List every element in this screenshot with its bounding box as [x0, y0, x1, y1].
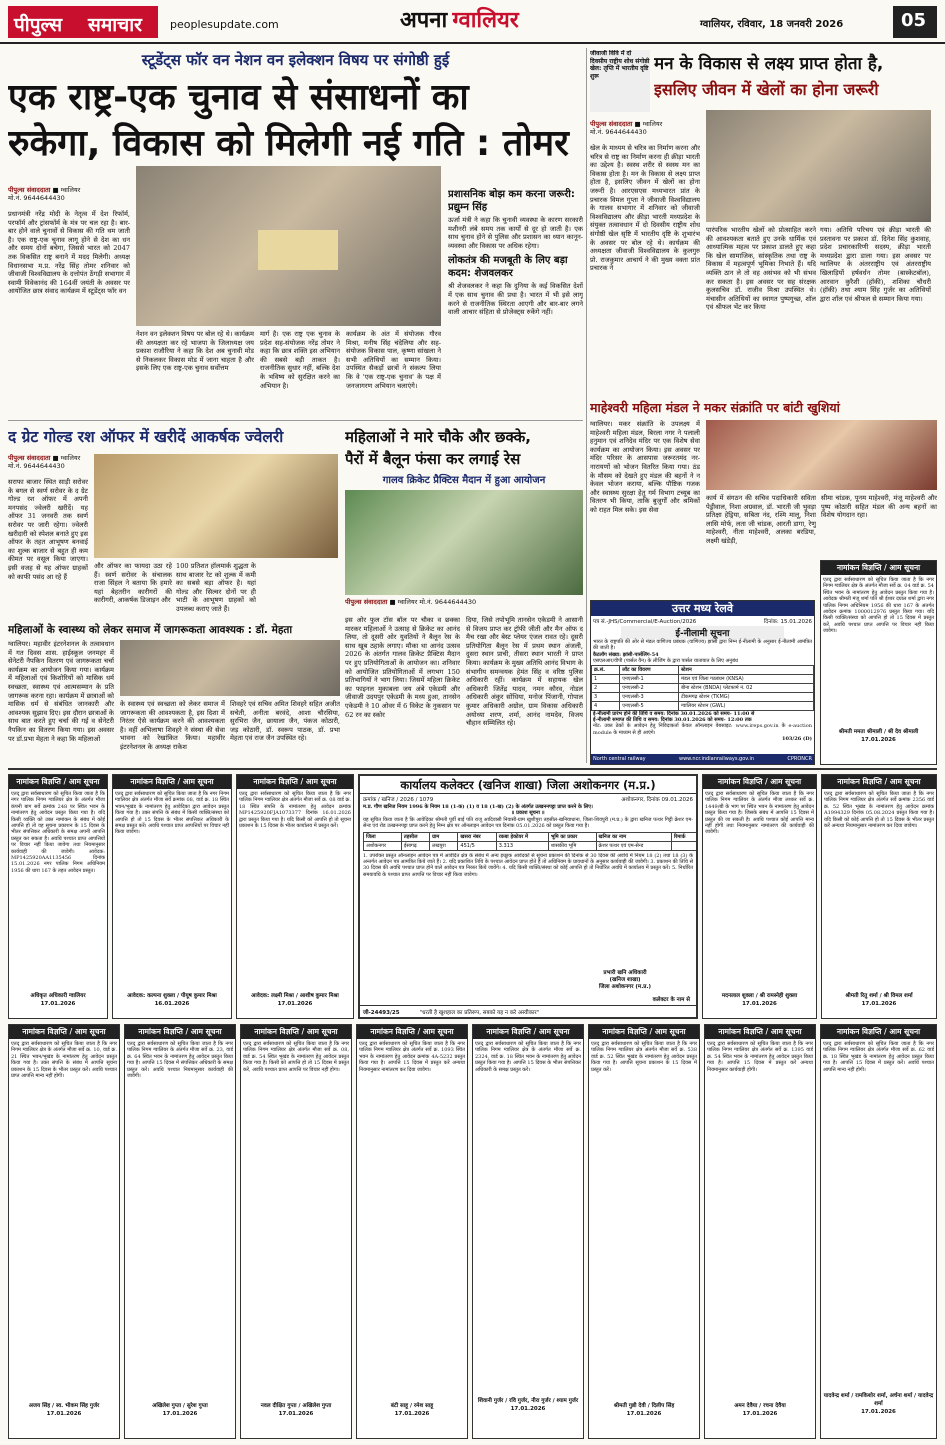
notice-date: 17.01.2026	[742, 1001, 777, 1007]
health-headline: महिलाओं के स्वास्थ्य को लेकर समाज में जागरूकता आवश्यक : डॉ. मेहता	[8, 624, 293, 636]
notice-body: एतद् द्वारा सर्वसाधारण को सूचित किया जाता है कि नगर पालिक निगम ग्वालियर के अंतर्गत मौजा सर्वे क्र. 23, वार्ड क्र. 64 स्थित भवन के नामांतरण हेतु आवेदन प्रस्तुत किया गया है। आपत्ति 15 दिवस में संपत्तिकर अधिकारी के समक्ष प्रस्तुत करें। अवधि पश्चात नियमानुसार कार्यवाही की जावेगी।	[127, 1041, 233, 1080]
notice-title: नामांकन विज्ञप्ति / आम सूचना	[9, 1025, 119, 1039]
notice-title: नामांकन विज्ञप्ति / आम सूचना	[822, 775, 936, 789]
jewellery-byline: पीपुल्स संवाददाता ■ ग्वालियर मो.नं. 9644644430	[8, 454, 81, 470]
ch-0: जिला	[364, 832, 402, 841]
lead-headline-1: एक राष्ट्र-एक चुनाव से संसाधनों का	[8, 77, 469, 118]
cell: एनएलसी-1	[620, 674, 679, 683]
collector-sign-dept: (खनिज शाखा)	[609, 977, 641, 983]
cell: शासकीय भूमि	[548, 841, 596, 850]
collector-sign-by: कलेक्टर के नाम से	[652, 997, 690, 1003]
cell: बीना स्टेशन (BNDA) प्लेटफार्म नं. 02	[679, 683, 814, 692]
collector-table-header	[364, 832, 697, 841]
collector-table	[363, 832, 697, 851]
collector-sign-place: जिला अशोकनगर (म.प्र.)	[598, 984, 652, 990]
notice-body: एतद् द्वारा सर्वसाधारण को सूचित किया जाता है कि नगर पालिक निगम ग्वालियर क्षेत्र अंतर्गत सर्वे क्र. 1093 स्थित भवन के नामांतरण हेतु आवेदन क्रमांक 4A-5232 प्रस्तुत किया गया है। आपत्ति 15 दिवस में प्रस्तुत करें अन्यथा नियमानुसार नामांतरण कर दिया जावेगा।	[359, 1041, 465, 1073]
rh-0: क्र.सं.	[592, 665, 620, 674]
jewellery-byline-name: पीपुल्स संवाददाता	[8, 454, 51, 462]
notice-bottom-6	[704, 1024, 816, 1439]
notice-date: 16.01.2026	[154, 1001, 190, 1007]
notice-sign: यादवेन्द्र शर्मा / रामकिशोर शर्मा, अर्चना शर्मा / यादवेन्द्र शर्मा	[823, 1393, 934, 1407]
railway-footer-left: North central railway	[593, 756, 646, 762]
cell: ग्वालियर स्टेशन (GWL)	[679, 701, 814, 710]
lead-col-4: कार्यक्रम के अंत में संयोजक गौरव मिश्रा, मनीष सिंह चंदेलिया और सह-संयोजक विकास पाल, कृष्णा सांखला ने सभी अतिथियों का सम्मान किया। उपस्थित सैकड़ों छात्रों ने संकल्प लिया कि वे 'एक राष्ट्र-एक चुनाव' के पक्ष में जनजागरण अभियान चलाएंगे।	[346, 330, 441, 390]
table-row	[592, 692, 814, 701]
notice-date: 17.01.2026	[510, 1406, 546, 1412]
sankranti-photo	[706, 420, 937, 490]
cricket-col-1: इस ओर फुल टॉस बॉल पर चौका व छक्का मारकर महिलाओं ने उत्साह से क्रिकेट का आनंद लिया, तो दूसरी ओर युवतियों ने बैलून रेस के साथ खूब ठहाके लगाए। मौका था आनंद उत्सव 2026 के अंतर्गत गालव क्रिकेट प्रैक्टिस मैदान पर हुए प्रतियोगिताओं के आयोजन का। शनिवार को आयोजित प्रतियोगिताओं में लगभग 150 प्रतिभागियों ने भाग लिया। जिसमें महिला क्रिकेट का फाइनल मुकाबला जय अंबे एकेडमी और जीवाजी उदयपुर एकेडमी के मध्य हुआ, तानसेन एकेडमी ने 10 ओवर में 6 विकेट के नुकसान पर 62 रन का स्कोर	[345, 616, 460, 719]
sports-headline-2: इसलिए जीवन में खेलों का होना जरूरी	[654, 80, 879, 99]
sankranti-headline: माहेश्वरी महिला मंडल ने मकर संक्रांति पर बांटी खुशियां	[590, 400, 840, 415]
notice-body: एतद् द्वारा सर्वसाधारण को सूचित किया जाता है कि नगर पालिक निगम ग्वालियर क्षेत्र अंतर्गत मौजा सर्वे क्र. 538 वार्ड क्र. 52 स्थित भूखंड के नामांतरण हेतु आवेदन प्रस्तुत किया गया है। आपत्ति सूचना प्रकाशन के 15 दिवस में प्रस्तुत करें।	[591, 1041, 697, 1073]
cell: 3.313	[496, 841, 548, 850]
cricket-photo	[345, 490, 583, 595]
notice-title: नामांकन विज्ञप्ति / आम सूचना	[125, 1025, 235, 1039]
lead-byline: पीपुल्स संवाददाता ■ ग्वालियर मो.नं. 9644644430	[8, 186, 81, 202]
sidebar-text-1: ऊर्जा मंत्री ने कहा कि चुनावी व्यवस्था के कारण सरकारी मशीनरी लंबे समय तक कार्यों से दूर हो जाती है। एक साथ चुनाव होने से पुलिस और प्रशासन का ध्यान कानून-व्यवस्था और विकास पर अधिक रहेगा।	[448, 216, 583, 250]
notice-body: एतद् द्वारा सर्वसाधारण को सूचित किया जाता है कि नगर पालिक निगम ग्वालियर क्षेत्र अंतर्गत सर्वे क्र. 1395 वार्ड क्र. 54 स्थित भवन के नामांतरण हेतु आवेदन प्रस्तुत किया गया है। आपत्ति 15 दिवस में प्रस्तुत करें अन्यथा नियमानुसार कार्यवाही होगी।	[707, 1041, 813, 1073]
notice-date: 17.01.2026	[277, 1001, 313, 1007]
lead-story	[8, 48, 583, 418]
railway-notice	[590, 600, 815, 765]
health-col-3: शिवहरे एवं सचिव अमित शिवहरे सहित अजीत सचेती, अनीता बरवंदे, आशा चौरसिया, सुरभिरा जैन, छायाला जैन, पंकज कोठारी, जड़ कोठारी, डॉ. स्वरूप पाठक, डॉ. प्रभा मेहता एवं राज जैन उपस्थित रहे।	[230, 700, 340, 743]
notice-title: नामांकन विज्ञप्ति / आम सूचना	[703, 775, 816, 789]
sports-col-2: पारंपरिक भारतीय खेलों को प्रोत्साहित करने की आवश्यकता बताते हुए उनके धार्मिक एवं आध्यात्मिक महत्व पर प्रकाश डालते हुए कहा कि खेल सामाजिक, सांस्कृतिक तथा राष्ट्र के विकास में महत्वपूर्ण भूमिका निभाते हैं। यदि व्यक्ति ठान ले तो वह असंभव को भी संभव कर सकता है। इस अवसर पर सह संरक्षक कुलसचिव डॉ. राजीव मिश्रा उपस्थित थे। मंचासीन अतिथियों का स्वागत पुष्पगुच्छ, शॉल एवं श्रीफल भेंट कर किया	[706, 226, 816, 312]
notice-bottom-1	[124, 1024, 236, 1439]
cell: 3	[592, 692, 620, 701]
cell: 2	[592, 683, 620, 692]
notice-bottom-4	[472, 1024, 584, 1439]
notice-body: एतद् द्वारा सर्वसाधारण को सूचित किया जाता है कि नगर निगम ग्वालियर क्षेत्र अंतर्गत मौजा सर्वे क्रमांक 08, वार्ड क्र. 18 स्थित भवन/भूखंड के नामांतरण हेतु आवेदिका द्वारा आवेदन प्रस्तुत किया गया है। उक्त संपत्ति के संबंध में किसी व्यक्ति/संस्था को आपत्ति हो तो 15 दिवस के भीतर संपत्तिकर अधिकारी के समक्ष प्रस्तुत करें। अवधि पश्चात प्राप्त आपत्तियों पर विचार नहीं किया जावेगा।	[115, 791, 229, 836]
cell: एनएलसी-3	[620, 692, 679, 701]
notice-date: 17.01.2026	[46, 1411, 82, 1417]
notice-sign: अखिलेश गुप्ता / सुरेश गुप्ता	[152, 1403, 208, 1409]
health-story	[8, 622, 340, 764]
notice-bottom-7	[820, 1024, 937, 1439]
ch-2: ग्राम	[430, 832, 458, 841]
ch-7: रिमार्क	[671, 832, 696, 841]
notice-body: एतद् द्वारा सर्वसाधारण को सूचित किया जाता है कि नगर पालिक निगम ग्वालियर क्षेत्र अंतर्गत मौजा सर्वे क्र. 08, वार्ड क्र. 54 स्थित भूखंड के नामांतरण हेतु आवेदन प्रस्तुत किया गया है। किसी को आपत्ति हो तो 15 दिवस में प्रस्तुत करें, अवधि पश्चात प्राप्त आपत्ति पर विचार नहीं होगा।	[243, 1041, 349, 1073]
cricket-byline-name: पीपुल्स संवाददाता	[345, 598, 388, 606]
notice-date: 17.01.2026	[861, 1001, 897, 1007]
collector-title: कार्यालय कलेक्टर (खनिज शाखा) जिला अशोकनगर (म.प्र.)	[360, 776, 696, 794]
paper-name: पीपुल्स	[14, 14, 63, 36]
jewellery-col-3: 100 प्रतिशत हॉलमार्क शुद्धता के साथ बाजार रेट को शुल्क में कमी का सबसे बड़ा ऑफर है। यहां गोल्ड और सिल्वर दोनों पर ही भाटी के आभूषण ग्राहकों को उपलब्ध कराए जाते हैं।	[176, 562, 256, 613]
table-row	[592, 683, 814, 692]
railway-ref: पत्र सं.-JHS/Commercial/E-Auction/2026	[593, 619, 697, 625]
date-line: ग्वालियर, रविवार, 18 जनवरी 2026	[700, 19, 844, 30]
sankranti-col-2: कार्य में संगठन की सचिव पदाधिकारी सविता पेड्रीवाल, निशा अग्रवाल, डॉ. भारती जी भुवड़ा प्रतिक्षा हेड्रिया, सबिता नंद, रश्मि मालू, निशा लासि मोर्फ, लता जी चांडक, आरती डागा, रेणु माहेश्वरी, नीता माहेश्वरी, अलका बरडिया, लक्ष्मी खंडेड़ी,	[706, 494, 816, 545]
notice-sign: आवेदक: लक्ष्मी मिश्रा / आशीष कुमार मिश्रा	[251, 993, 339, 999]
cell: 451/5	[458, 841, 496, 850]
sports-byline-mobile: मो.नं. 9644644430	[590, 128, 647, 136]
cell: एनएलसी-5	[620, 701, 679, 710]
railway-date: दिनांक: 15.01.2026	[763, 619, 812, 625]
notice-date: 17.01.2026	[278, 1411, 314, 1417]
notice-title: नामांकन विज्ञप्ति / आम सूचना	[357, 1025, 467, 1039]
ch-3: खसरा नंबर	[458, 832, 496, 841]
sports-photo	[706, 110, 931, 222]
railway-close: ई-नीलामी समाप्त की तिथि व समय: दिनांक 30.01.2026 को समय- 12:00 तक	[593, 717, 752, 724]
notice-date: 17.01.2026	[742, 1411, 778, 1417]
website-link[interactable]: peoplesupdate.com	[170, 18, 279, 31]
notice-title: नामांकन विज्ञप्ति / आम सूचना	[705, 1025, 815, 1039]
sankranti-col-1: ग्वालियर। मकर संक्रांति के उपलक्ष्य में माहेश्वरी महिला मंडल, बिरला नगर ने पलाली हनुमान एवं शनिदेव मंदिर पर एक विशेष सेवा कार्यक्रम का आयोजन किया। इस अवसर पर मंदिर परिसर के आसपास जरूरतमंद नर-नारायणों को भोजन वितरित किया गया। ठंड के मौसम को देखते हुए मंडल की बहनों ने न केवल भोजन कराया, बल्कि पौष्टिक गजक और स्वास्थ्य सुरक्षा हेतु गर्म विभाग टच्यूब का वितरण भी किया, ताकि बुजुर्गों और श्रमिकों को राहत मिल सके। इस सेवा	[590, 420, 700, 514]
jewellery-headline: द ग्रेट गोल्ड रश ऑफर में खरीदें आकर्षक ज्वेलरी	[8, 428, 284, 446]
lead-photo	[136, 166, 441, 326]
masthead	[0, 0, 945, 44]
notice-sign: बंटी साहू / रमेश साहू	[390, 1403, 434, 1409]
notice-body: एतद् द्वारा सर्वसाधारण को सूचित किया जाता है कि नगर पालिक निगम ग्वालियर क्षेत्र अंतर्गत मौजा सर्वे क्र. 08 वार्ड क्र. 18 स्थित संपत्ति के नामांतरण हेतु आवेदन क्रमांक MP1425920FJA1073377 दिनांक 16.01.2026 द्वारा प्रस्तुत किया गया है। यदि किसी को आपत्ति हो तो सूचना प्रकाशन के 15 दिवस के भीतर कार्यालय में प्रस्तुत करें।	[239, 791, 351, 830]
notice-mid-3	[702, 774, 817, 1019]
sidebar-head-2: लोकतंत्र की मजबूती के लिए बड़ा कदम: शेजवलकर	[448, 255, 568, 280]
sankranti-story	[590, 398, 937, 560]
cell: लखपुरा	[430, 841, 458, 850]
lead-sidebar	[448, 188, 583, 418]
cricket-headline-2: पैरों में बैलून फंसा कर लगाई रेस	[345, 450, 521, 468]
notice-bottom-0	[8, 1024, 120, 1439]
ch-4: रकबा हेक्टेयर में	[496, 832, 548, 841]
notice-sign: श्रीमती गुन्नी देवी / दिलीप सिंह	[613, 1403, 675, 1409]
ch-5: भूमि का प्रकार	[548, 832, 596, 841]
cell: 4	[592, 701, 620, 710]
collector-date: अशोकनगर, दिनांक 09.01.2026	[621, 797, 693, 803]
collector-points: 1. उपरोक्त प्रस्तुत ऑनलाइन आवेदन पत्र में आवेदित क्षेत्र के संबंध में अन्य इच्छुक आवेदकों से सूचना प्रकाशन की दिनांक से 30 दिवस की अवधि में नियम 18 (2) तथा 18 (3) के अन्तर्गत आवेदन पत्र आमंत्रित किये जाते हैं। 2. यदि प्रकाशित तिथि के पश्चात आवेदन प्राप्त होते हैं तो अधिनियम के प्रावधानों के अनुसार कार्यवाही की जावेगी। 3. प्रकाशन की तिथि से 30 दिवस की अवधि पश्चात प्राप्त होने वाले आवेदन पत्र निरस्त किये जायेंगे। 4. यदि किसी व्यक्ति/संस्था को कोई आपत्ति हो तो निर्धारित अवधि में कार्यालय में प्रस्तुत करें। 5. निर्धारित समयावधि के पश्चात प्राप्त आपत्ति पर विचार नहीं किया जावेगा।	[363, 852, 693, 878]
table-row	[592, 674, 814, 683]
collector-ref-row	[360, 794, 696, 804]
health-col-2: के स्वास्थ्य एवं स्वच्छता को लेकर समाज में जागरूकता की आवश्यकता है, इस दिशा में निरंतर ऐसे कार्यक्रम करने की आवश्यकता है। वहीं अभिलाषा शिवहरे ने संस्था की सेवा भावना को रेखांकित किया। महावीर इंटरनेशनल के अध्यक्ष राकेश	[120, 700, 225, 751]
notice-date: 17.01.2026	[861, 737, 896, 743]
byline-name: पीपुल्स संवाददाता	[8, 186, 51, 194]
notice-body: एतद् द्वारा सर्वसाधारण को सूचित किया जाता है कि नगर पालिक निगम ग्वालियर क्षेत्र अंतर्गत मौजा सर्वे क्र. 62 वार्ड क्र. 18 स्थित भूखंड के नामांतरण हेतु आवेदन प्रस्तुत किया गया है। आपत्ति 15 दिवस में प्रस्तुत करें। अवधि पश्चात आपत्ति मान्य नहीं होगी।	[823, 1041, 934, 1073]
notice-body: एतद् द्वारा सर्वसाधारण को सूचित किया जाता है कि नगर निगम ग्वालियर क्षेत्र के अंतर्गत मौजा सर्वे क्र. 10, वार्ड क्र. 21 स्थित भवन/भूखंड के नामांतरण हेतु आवेदन प्रस्तुत किया गया है। उक्त संपत्ति के संबंध में आपत्ति सूचना प्रकाशन के 15 दिवस के भीतर प्रस्तुत करें। अवधि पश्चात प्राप्त आपत्ति मान्य नहीं होगी।	[11, 1041, 117, 1080]
railway-start: ई-नीलामी प्रारंभ होने की तिथि व समय: दिनांक 30.01.2026 को समय- 11:00 से	[593, 710, 755, 717]
notice-body: एतद् द्वारा सर्वसाधारण को सूचित किया जाता है कि नगर पालिक निगम ग्वालियर क्षेत्र अंतर्गत सर्वे क्रमांक 2356 वार्ड क्र. 52 स्थित भूखंड के नामांतरण हेतु आवेदन क्रमांक A1994329 दिनांक 05.08.2024 प्रस्तुत किया गया है। यदि किसी को कोई आपत्ति हो तो 15 दिवस के भीतर प्रस्तुत करें अन्यथा नियमानुसार नामांतरण कर दिया जावेगा।	[824, 791, 934, 830]
cricket-story	[345, 424, 583, 764]
notice-body: एतद् द्वारा सर्वसाधारण को सूचित किया जाता है कि नगर पालिक निगम ग्वालियर के अंतर्गत मौजा लश्कर सर्वे क्र. 1449/बी के भाग पर स्थित भवन के नामांतरण हेतु आवेदन प्रस्तुत किया गया है। जिसके संबंध में आपत्ति 15 दिवस में प्रस्तुत की जा सकती है। अवधि पश्चात कोई आपत्ति मान्य नहीं होगी तथा नियमानुसार नामांतरण की कार्यवाही की जावेगी।	[705, 791, 814, 836]
cell: क्रेशर पत्थर एवं एम-सेन्ड	[596, 841, 671, 850]
section-city: ग्वालियर	[452, 8, 519, 33]
lead-kicker: स्टूडेंट्स फॉर वन नेशन वन इलेक्शन विषय पर संगोष्ठी हुई	[141, 51, 450, 69]
cricket-byline-place: ग्वालियर	[397, 598, 418, 606]
railway-title: उत्तर मध्य रेलवे	[591, 601, 814, 616]
sports-col-3: गया। अतिथि परिचय एवं क्रीड़ा भारती की प्रस्तावना पर प्रकाश डॉ. दिनेश सिंह कुशवाह, प्रदेश प्रचारकारिणी सदस्य, क्रीड़ा भारती मध्यप्रदेश द्वारा डाला गया। इस अवसर पर ग्वालियर के अंतरराष्ट्रीय एवं अंतरराष्ट्रीय खिलाड़ियों हर्षवर्धन तोमर (बास्केटबॉल), आरवान कुरैशी (हॉकी), शशिका चौधरी (हॉकी) तथा श्याम सिंह गुर्जर का अतिथियों द्वारा शॉल एवं श्रीफल से सम्मान किया गया।	[820, 226, 931, 303]
notice-title: नामांकन विज्ञप्ति / आम सूचना	[821, 1025, 936, 1039]
sports-byline: पीपुल्स संवाददाता ■ ग्वालियर मो.नं. 9644644430	[590, 120, 663, 136]
notice-sign: श्रीमती ममता श्रीमाली / श्री देव श्रीमाली	[838, 729, 919, 735]
cricket-headline-1: महिलाओं ने मारे चौके और छक्के,	[345, 428, 531, 446]
cricket-subhead: गालव क्रिकेट प्रैक्टिस मैदान में हुआ आयोजन	[382, 475, 546, 486]
collector-label: ॥ प्रकाश सूचना ॥	[511, 810, 545, 817]
section-divider	[8, 768, 937, 770]
page-number-box	[893, 6, 937, 38]
byline-mobile: मो.नं. 9644644430	[8, 194, 65, 202]
collector-footer	[360, 1005, 696, 1017]
lead-col-3: मार्ग है। एक राष्ट्र एक चुनाव के प्रदेश सह-संयोजक नरेंद्र तोमर ने कहा कि छात्र शक्ति इस अभियान की सबसे बड़ी ताकत है। राजनीतिक सुधार नहीं, बल्कि देश के भविष्य को सुरक्षित करने का अभियान है।	[260, 330, 340, 390]
jewellery-col-2: और ऑफर का फायदा उठा रहे हैं। स्वर्ण सरोवर के संचालक राजा सिंहल ने बताया कि हमारे यहां बेहतरीन कारीगरों की कारीगरी, आकर्षक डिजाइन और	[94, 562, 172, 605]
notice-body: एतद् द्वारा सर्वसाधारण को सूचित किया जाता है कि नगर पालिक निगम ग्वालियर क्षेत्र के अंतर्गत मौजा सर्वे क्र. 2324, वार्ड क्र. 18 स्थित भवन के नामांतरण हेतु आवेदन प्रस्तुत किया गया है। आपत्ति 15 दिवस के भीतर संपत्तिकर अधिकारी के समक्ष प्रस्तुत करें।	[475, 1041, 581, 1073]
paper-name-rest: समाचार	[88, 14, 142, 36]
rh-1: लॉट का विवरण	[620, 665, 679, 674]
table-row	[592, 701, 814, 710]
jewellery-byline-mobile: मो.नं. 9644644430	[8, 462, 65, 470]
cell	[671, 841, 696, 850]
lead-col-2: नेशन वन इलेक्शन विषय पर बोल रहे थे। कार्यक्रम की अध्यक्षता कर रहे भाजपा के जिलाध्यक्ष जय प्रकाश राजौरिया ने कहा कि देश अब चुनावी मोड से निकलकर विकास मोड में जाना चाहता है और इसके लिए एक राष्ट्र-एक चुनाव सर्वोत्तम	[136, 330, 254, 373]
section-prefix: अपना	[400, 8, 448, 33]
health-col-1: ग्वालियर। महावीर इंटरनेशनल के तत्वावधान में गत दिवस शास. हाईस्कूल जनमहर में सेनेटरी नैपकिन वितरण एवं जागरूकता चर्चा कार्यक्रम का आयोजन किया गया। कार्यक्रम में महिलाओं एवं किशोरियों को मासिक धर्म स्वच्छता, स्वास्थ्य एवं आत्मसम्मान के प्रति जागरूक करना रहा। कार्यक्रम में छात्राओं को मासिक धर्म से संबंधित जानकारी और आवश्यक सुझाव दिए। इस दौरान छात्राओं के साथ बात करते हुए चर्चा की गई व सेनेटरी नैपकिन का वितरण किया गया। इस अवसर पर डॉ.प्रभा मेहता ने कहा कि महिलाओं	[8, 640, 114, 743]
sports-byline-name: पीपुल्स संवाददाता	[590, 120, 633, 128]
railway-note: नोट: उक्त ठेकों के आवेदन हेतु निविदाकर्ता केवल ऑनलाइन वेबसाइट: www.ireps.gov.in के e-auction module के माध्यम से ही आएंगे।	[593, 723, 812, 736]
section-title	[400, 4, 600, 40]
notice-date: 17.01.2026	[162, 1411, 198, 1417]
cell: टीकमगढ़ स्टेशन (TKMG)	[679, 692, 814, 701]
paper-logo	[8, 6, 158, 38]
notice-mid-4	[821, 774, 937, 1019]
notice-right-top	[820, 560, 937, 765]
notice-bottom-2	[240, 1024, 352, 1439]
sports-byline-place: ग्वालियर	[642, 120, 663, 128]
ch-6: खनिज का नाम	[596, 832, 671, 841]
railway-footer-mid[interactable]: www.ncr.indianrailways.gov.in	[679, 756, 755, 762]
collector-code: जी-24493/25	[363, 1010, 400, 1016]
notice-date: 17.01.2026	[394, 1411, 430, 1417]
railway-table-header	[592, 665, 814, 674]
jewellery-story	[8, 424, 338, 619]
notice-title: नामांकन विज्ञप्ति / आम सूचना	[473, 1025, 583, 1039]
notice-sign: अधिकृत अधिकारी ग्वालियर	[30, 993, 86, 999]
notice-sign: नवल दीक्षित गुप्ता / अखिलेश गुप्ता	[260, 1403, 332, 1409]
collector-ref: क्रमांक / खनिज / 2026 / 1079	[363, 797, 434, 803]
cricket-byline-mobile: मो.नं. 9644644430	[419, 598, 477, 606]
notice-sign: शिवानी गुर्जर / रवि गुर्जर, नीरा गुर्जर / श्याम गुर्जर	[477, 1398, 579, 1404]
jewellery-photo	[94, 454, 338, 558]
rh-2: स्टेशन	[679, 665, 814, 674]
sports-col-1: खेल के माध्यम से चरित्र का निर्माण करना और चरित्र से राष्ट्र का निर्माण करना ही क्रीड़ा भारती का उद्देश्य है। स्वस्थ शरीर से स्वस्थ मन का विकास होता है। मन के विकास से लक्ष्य प्राप्त होता है, इसलिए जीवन में खेलों का होना जरूरी है। आरएसएस मध्यभारत प्रांत के प्रचारक विमल गुप्ता ने जीवाजी विश्वविद्यालय के गालव सभागार में शनिवार को जीवाजी विश्वविद्यालय और क्रीड़ा भारती मध्यप्रदेश के संयुक्त तत्वावधान में दो दिवसीय राष्ट्रीय शोध संगोष्ठी खेल सृष्टि में भारतीय दृष्टि के शुभारंभ के अवसर पर बोल रहे थे। कार्यक्रम की अध्यक्षता जीवाजी विश्वविद्यालय के कुलगुरु प्रो. राजकुमार आचार्य ने की मुख्य वक्ता प्रांत प्रचारक ने	[590, 144, 700, 273]
notice-mid-1	[112, 774, 232, 1019]
notice-sign: श्रीमती रितु शर्मा / श्री विमल शर्मा	[845, 993, 913, 999]
collector-sign	[560, 970, 690, 991]
collector-sign-title: प्रभारी खनि अधिकारी	[603, 970, 647, 976]
notice-bottom-5	[588, 1024, 700, 1439]
notice-title: नामांकन विज्ञप्ति / आम सूचना	[589, 1025, 699, 1039]
railway-code: 103/26 (D)	[781, 736, 812, 743]
railway-detail: एसएलआर/वीपी (पार्सल वैन) के लीजिंग के द्वारा पार्सल यातायात के लिए अनुबंध	[593, 658, 738, 665]
sports-headline-1: मन के विकास से लक्ष्य प्राप्त होता है,	[654, 54, 884, 74]
sankranti-col-3: सीमा चांडक, पूनम माहेश्वरी, मंजू माहेश्वरी और पुष्प कोठारी सहित मंडल की अन्य बहनों का विशेष योगदान रहा।	[821, 494, 937, 520]
notice-bottom-3	[356, 1024, 468, 1439]
ch-1: तहसील	[401, 832, 429, 841]
collector-slogan: "धरती है खुशहाल का प्रतिरूप, सबको यह न करे अस्वीकार"	[419, 1010, 540, 1016]
cell: 1	[592, 674, 620, 683]
table-row	[364, 841, 697, 850]
row-divider	[8, 420, 583, 421]
cell: अशोकनगर	[364, 841, 402, 850]
sports-story	[590, 48, 937, 393]
notice-title: नामांकन विज्ञप्ति / आम सूचना	[821, 561, 936, 575]
notice-mid-2	[236, 774, 354, 1019]
health-photo	[120, 640, 340, 696]
notice-title: नामांकन विज्ञप्ति / आम सूचना	[9, 775, 107, 789]
railway-catalog: कैटलॉग संख्या: झांसी-पार्सलिंग-54	[593, 651, 659, 658]
railway-subtitle: ई-नीलामी सूचना	[621, 626, 784, 639]
cell: मंडल एवं जिला गठबंधन (KNSA)	[679, 674, 814, 683]
notice-body: एतद् द्वारा सर्वसाधारण को सूचित किया जाता है कि नगर पालिक निगम ग्वालियर क्षेत्र के अंतर्गत मौजा कंपनी बाग सर्वे क्रमांक 248 पर स्थित भवन के नामांतरण हेतु आवेदन प्रस्तुत किया गया है। यदि किसी व्यक्ति को उक्त नामांकन के संबंध में कोई आपत्ति हो तो वह सूचना प्रकाशन के 15 दिवस के भीतर संपत्तिकर अधिकारी के समक्ष अपनी आपत्ति प्रस्तुत कर सकता है। अवधि पश्चात प्राप्त आपत्तियों पर विचार नहीं किया जावेगा तथा नियमानुसार कार्यवाही की जावेगी। आवेदक: MP1425920AA1135456 दिनांक 15.01.2026 नगर पालिक निगम अधिनियम 1956 की धारा 167 के तहत आवेदन प्रस्तुत।	[11, 791, 105, 874]
notice-date: 17.01.2026	[40, 1001, 76, 1007]
cricket-byline: पीपुल्स संवाददाता ■ ग्वालियर मो.नं. 9644644430	[345, 598, 477, 606]
collector-body: यह सूचित किया जाता है कि आवेदिका श्रीमती पूर्वी बाई पति राजू आदिवासी निवासी-ग्राम खुशीपुरा तहसील-खनियाधाना, जिला-शिवपुरी (म.प्र.) के द्वारा खनिज पत्थर गिट्टी क्रेशर एम-सेन्ड एवं रोड उत्खननपट्टा प्राप्त करने हेतु निम्न क्षेत्र पर ऑनलाइन आवेदन पत्र दिनांक 05.01.2026 को प्रस्तुत किया गया है।	[363, 816, 693, 830]
railway-footer	[591, 754, 814, 764]
cell: एनएलसी-2	[620, 683, 679, 692]
notice-title: नामांकन विज्ञप्ति / आम सूचना	[241, 1025, 351, 1039]
notice-date: 17.01.2026	[626, 1411, 662, 1417]
railway-footer-right: CPRONCR	[787, 756, 812, 762]
railway-intro: भारत के राष्ट्रपति की ओर से मंडल वाणिज्य प्रबंधक (वाणिज्य) झांसी द्वारा निम्न ई-नीलामी के अनुसार ई-नीलामी आमंत्रित की जाती है।	[593, 639, 812, 652]
notice-sign: अमन देवैया / रचना देवैया	[734, 1403, 786, 1409]
sports-small-caption: जीवाजी विवि में दो दिवसीय राष्ट्रीय शोध संगोष्ठी खेल: तृप्ति में भारतीय दृष्टि शुरू	[590, 50, 650, 112]
notice-sign: अजय सिंह / स्व. भीकम सिंह गुर्जर	[28, 1403, 100, 1409]
cricket-col-2: दिया, जिसे तपोभूमि तानसेन एकेडमी ने आसानी से विजय प्राप्त कर ट्रॉफी जीती और मैन ऑफ द मैच रखा और बेस्ट प्लेयर एंजल रावत रहे। दूसरी प्रतियोगिता बैलून रेस में प्रथम स्थान अंजली, दुसरा स्थान प्राची, तीसरा स्थान भारती ने प्राप्त किया। कार्यक्रम के मुख्य अतिथि आनंद विभाग के संभागीय समन्वयक हेमंत सिंह व वरिष्ठ पुलिस अधिकारी रहीं। कार्यक्रम में सहायक खेल अधिकारी जितेंद्र यादव, नमन कौरव, नोडल अधिकारी अंकुर सोंधिया, मनोज पिंजानी, गोपाल कुमार अधिकारी अग्रोल, ग्राम विकास अधिकारी अयोध्या शरण, शर्मा, आनंद नामदेव, विजय चौहान सम्मिलित रहे।	[466, 616, 583, 728]
cell: ईसागढ़	[401, 841, 429, 850]
byline-place: ग्वालियर	[60, 186, 81, 194]
notice-body: एतद् द्वारा सर्वसाधारण को सूचित किया जाता है कि नगर निगम ग्वालियर क्षेत्र के अंतर्गत मौजा सर्वे क्र. 04 वार्ड क्र. 54 स्थित भवन के नामांतरण हेतु आवेदन प्रस्तुत किया गया है। आवेदक श्रीमती मंजू शर्मा पति श्री ईश्वर दयाल शर्मा द्वारा नगर पालिक निगम अधिनियम 1956 की धारा 167 के अंतर्गत आवेदन क्रमांक 1000012976 प्रस्तुत किया गया। यदि किसी व्यक्ति/संस्था को आपत्ति हो तो 15 दिवस में प्रस्तुत करें, अवधि पश्चात प्राप्त आपत्ति पर विचार नहीं किया जावेगा।	[823, 577, 934, 635]
railway-table	[591, 665, 814, 711]
notice-sign: आवेदक: कल्पना शुक्ला / पीयूष कुमार मिश्रा	[127, 993, 217, 999]
jewellery-col-1: सराफा बाजार स्थित साड़ी सरोवर के बगल से स्वर्ण सरोवर के द ग्रेट गोल्ड रश ऑफर में अपनी मनपसंद ज्वेलरी खरीदें। यह ऑफर 31 जनवरी तक स्वर्ण सरोवर पर जारी रहेगा। ज्वेलरी खरीदारी को स्पेशल बनाते हुए इस ऑफर के तहत आभूषण बनवाई का शुल्क बाजार से बहुत ही कम कीमत पर वसूल किया जाएगा। इसी वजह से यह ऑफर ग्राहकों को काफी पसंद आ रहे हैं	[8, 478, 88, 581]
notice-date: 17.01.2026	[861, 1409, 896, 1415]
sidebar-head-1: प्रशासनिक बोझ कम करना जरूरी: प्रद्युम्न सिंह	[448, 189, 575, 213]
column-divider	[586, 48, 587, 763]
lead-col-1: प्रधानमंत्री नरेंद्र मोदी के नेतृत्व में देश रिफॉर्म, परफॉर्म और ट्रांसफॉर्म के मंत्र पर चल रहा है। बार-बार होने वाले चुनावों से विकास की गति थम जाती है। एक राष्ट्र-एक चुनाव लागू होने से देश का धन और समय दोनों बचेगा, जिससे भारत को 2047 तक विकसित राष्ट्र बनाने में मदद मिलेगी। अध्यक्ष विधानसभा म.प्र. नरेंद्र सिंह तोमर शनिवार को जीवाजी विश्वविद्यालय के दत्तोपंत ठेंगड़ी सभागार में स्वामी विवेकानंद की 164वीं जयंती के अवसर पर आयोजित छात्र संवाद कार्यक्रम में स्टूडेंट्स फॉर वन	[8, 210, 130, 296]
notice-title: नामांकन विज्ञप्ति / आम सूचना	[237, 775, 353, 789]
notice-title: नामांकन विज्ञप्ति / आम सूचना	[113, 775, 231, 789]
page-number: 05	[901, 10, 927, 31]
notice-mid-0	[8, 774, 108, 1019]
sidebar-text-2: श्री शेजवलकर ने कहा कि दुनिया के कई विकसित देशों में एक साथ चुनाव की प्रथा है। भारत में भी इसे लागू करने से राजनीतिक स्थिरता आएगी और बार-बार लगने वाली आचार संहिता से प्रोजेक्ट्स रुकेंगे नहीं।	[448, 282, 583, 317]
jewellery-byline-place: ग्वालियर	[60, 454, 81, 462]
collector-subject: म.प्र. गौण खनिज नियम 1996 के नियम 18 (1-क) (1) व 18 (1-ख) (2) के अंतर्गत उत्खननपट्टा प्राप्त करने के लिए।	[363, 804, 593, 810]
lead-headline-2: रुकेगा, विकास को मिलेगी नई गति : तोमर	[8, 123, 569, 164]
collector-notice	[358, 774, 698, 1019]
railway-ref-row	[591, 616, 814, 626]
notice-sign: मदनलाल शुक्ला / श्री रामस्नेही शुक्ला	[721, 993, 798, 999]
